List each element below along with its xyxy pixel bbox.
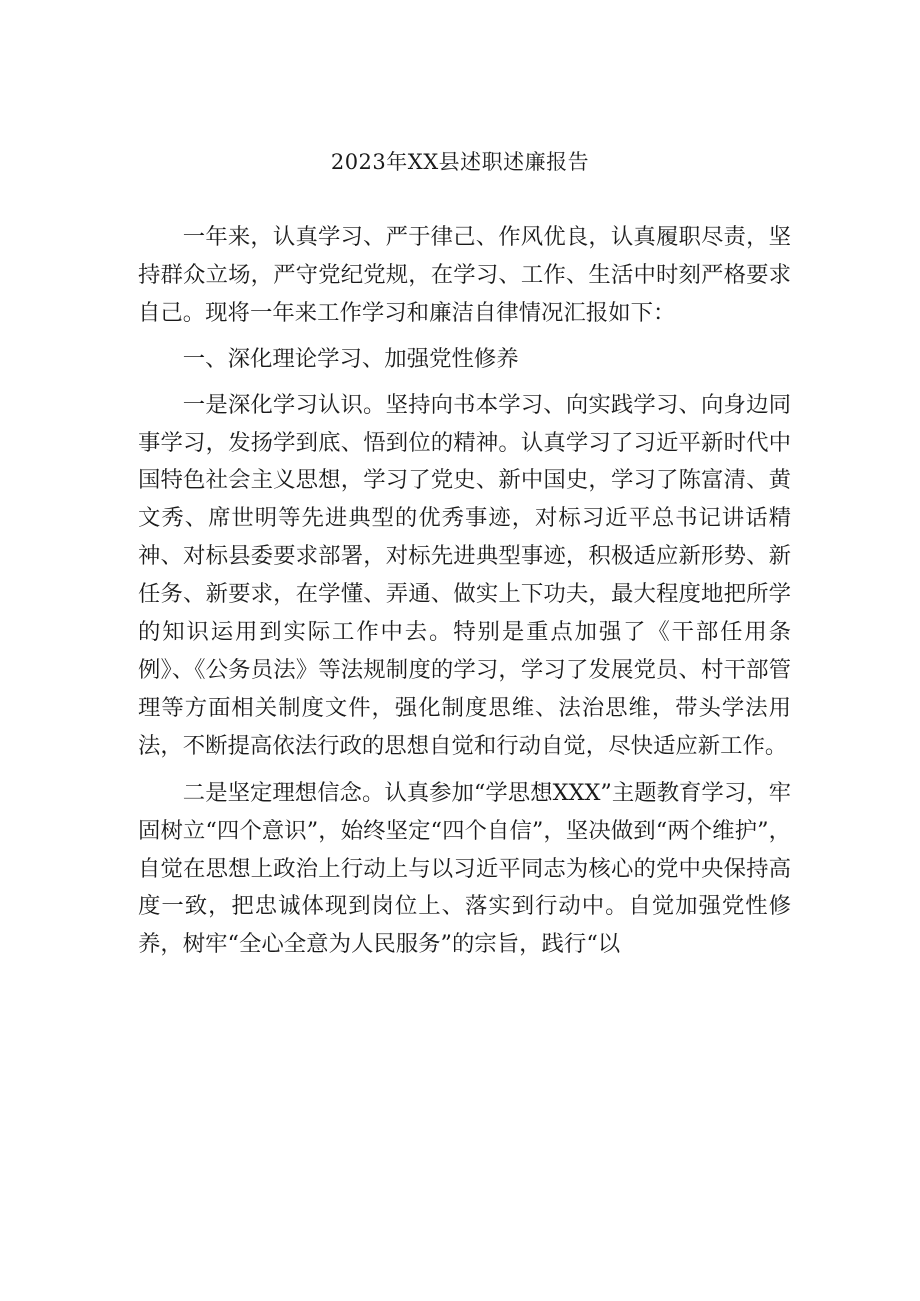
document-title: 2023年XX县述职述廉报告 [330, 150, 590, 174]
section-heading-1: 一、深化理论学习、加强党性修养 [182, 345, 519, 372]
paragraph-study: 一是深化学习认识。坚持向书本学习、向实践学习、向身边同事学习，发扬学到底、悟到位的精神。认真学习了习近平新时代中国特色社会主义思想，学习了党史、新中国史，学习了陈富清、黄文秀、席世明等先进典型的优秀事迹，对标习近平总书记讲话精神、对标县委要求部署，对标先进典型事迹，积极适应新形势、新任务、新要求，在学懂、弄通、做实上下功夫，最大程度地把所学的知识运用到实际工作中去。特别是重点加强了《干部任用条例》、《公务员法》等法规制度的学习，学习了发展党员、村干部管理等方面相关制度文件，强化制度思维、法治思维，带头学法用法，不断提高依法行政的思想自觉和行动自觉，尽快适应新工作。 [138, 391, 791, 759]
paragraph-belief: 二是坚定理想信念。认真参加“学思想XXX”主题教育学习，牢固树立“四个意识”，始终坚定“四个自信”，坚决做到“两个维护”，自觉在思想上政治上行动上与以习近平同志为核心的党中央保持高度一致，把忠诚体现到岗位上、落实到行动中。自觉加强党性修养，树牢“全心全意为人民服务”的宗旨，践行“以 [138, 779, 791, 958]
paragraph-intro: 一年来，认真学习、严于律己、作风优良，认真履职尽责，坚持群众立场，严守党纪党规，在学习、工作、生活中时刻严格要求自己。现将一年来工作学习和廉洁自律情况汇报如下： [138, 224, 791, 326]
document-body [138, 219, 791, 964]
